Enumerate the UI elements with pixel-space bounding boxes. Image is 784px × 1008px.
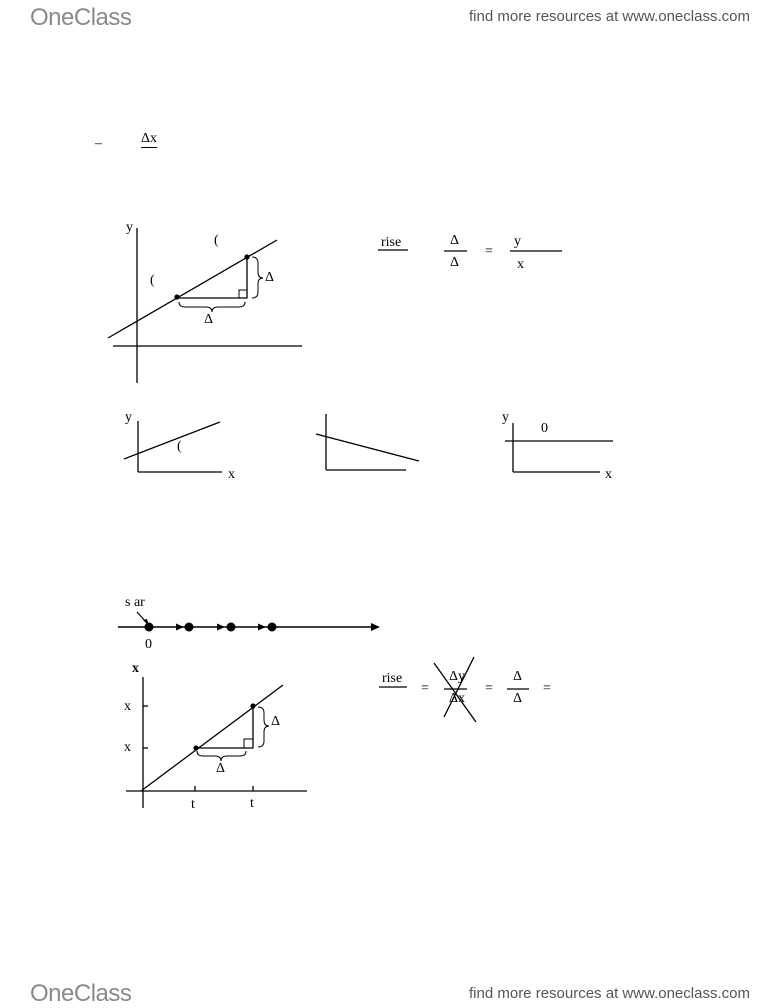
g1-y-label: y bbox=[125, 410, 132, 425]
g1-x-label: x bbox=[228, 467, 235, 482]
fig1-point-upper bbox=[244, 254, 249, 259]
velocity-delta-x: Δx bbox=[449, 691, 466, 706]
intro-delta-x: Δx bbox=[141, 131, 158, 146]
velocity-rise: rise bbox=[382, 671, 403, 686]
segment-arrow-2 bbox=[217, 624, 225, 631]
footer-logo-text: OneClass bbox=[30, 980, 132, 1007]
intro-dash: – bbox=[95, 136, 102, 151]
velocity-delta-num: Δ bbox=[513, 669, 523, 684]
fig2-tick-label-x-lower: x bbox=[124, 740, 131, 755]
position-dot-2 bbox=[185, 623, 194, 632]
velocity-eq3: = bbox=[543, 681, 551, 696]
velocity-delta-den: Δ bbox=[513, 691, 523, 706]
g3-x-label: x bbox=[605, 467, 612, 482]
segment-arrow-1 bbox=[176, 624, 184, 631]
slope-delta-num: Δ bbox=[450, 233, 460, 248]
slope-equals: = bbox=[485, 244, 493, 259]
slope-rise: rise bbox=[381, 235, 402, 250]
fig1-brace-right bbox=[252, 257, 263, 298]
velocity-eq1: = bbox=[421, 681, 429, 696]
fig2-t-right: t bbox=[250, 796, 254, 811]
fig1-paren-top: ( bbox=[214, 233, 219, 248]
fig2-delta-bottom: Δ bbox=[216, 761, 226, 776]
fig1-right-angle bbox=[239, 290, 247, 298]
fig2-point-upper bbox=[250, 703, 255, 708]
fig1-delta-right: Δ bbox=[265, 270, 275, 285]
g3-zero-label: 0 bbox=[541, 421, 548, 436]
header-promo-link[interactable]: find more resources at www.oneclass.com bbox=[469, 8, 750, 25]
footer-promo-link[interactable]: find more resources at www.oneclass.com bbox=[469, 985, 750, 1002]
fig2-point-lower bbox=[193, 745, 198, 750]
fig1-y-label: y bbox=[126, 220, 133, 235]
fig1-line bbox=[108, 240, 277, 338]
fig2-right-angle bbox=[244, 739, 253, 748]
fig1-point-lower bbox=[174, 294, 179, 299]
fig2-tick-label-x-upper: x bbox=[124, 699, 131, 714]
number-line-arrowhead bbox=[371, 623, 380, 631]
position-dot-4 bbox=[268, 623, 277, 632]
position-dot-3 bbox=[227, 623, 236, 632]
g3-y-label: y bbox=[502, 410, 509, 425]
number-line-zero-label: 0 bbox=[145, 637, 152, 652]
velocity-eq2: = bbox=[485, 681, 493, 696]
g2-line bbox=[316, 434, 419, 461]
position-dot-1 bbox=[145, 623, 154, 632]
slope-y: y bbox=[514, 234, 521, 249]
segment-arrow-3 bbox=[258, 624, 266, 631]
velocity-delta-y: Δy bbox=[449, 669, 466, 684]
fig1-delta-bottom: Δ bbox=[204, 312, 214, 327]
slope-x: x bbox=[517, 257, 524, 272]
fig2-axis-title: x bbox=[132, 661, 139, 676]
number-line-start-label: s ar bbox=[125, 595, 145, 610]
fig2-brace-right bbox=[258, 707, 269, 747]
g1-paren: ( bbox=[177, 439, 182, 454]
logo-text: OneClass bbox=[30, 4, 132, 31]
slope-delta-den: Δ bbox=[450, 255, 460, 270]
fig2-t-left: t bbox=[191, 797, 195, 812]
strike-line-2 bbox=[444, 657, 474, 717]
fig2-line bbox=[141, 685, 283, 791]
fig2-brace-bottom bbox=[197, 751, 246, 761]
fig1-paren-left: ( bbox=[150, 273, 155, 288]
fig2-delta-right: Δ bbox=[271, 714, 281, 729]
fig1-brace-bottom bbox=[179, 302, 245, 312]
footer-logo[interactable] bbox=[30, 980, 131, 1008]
